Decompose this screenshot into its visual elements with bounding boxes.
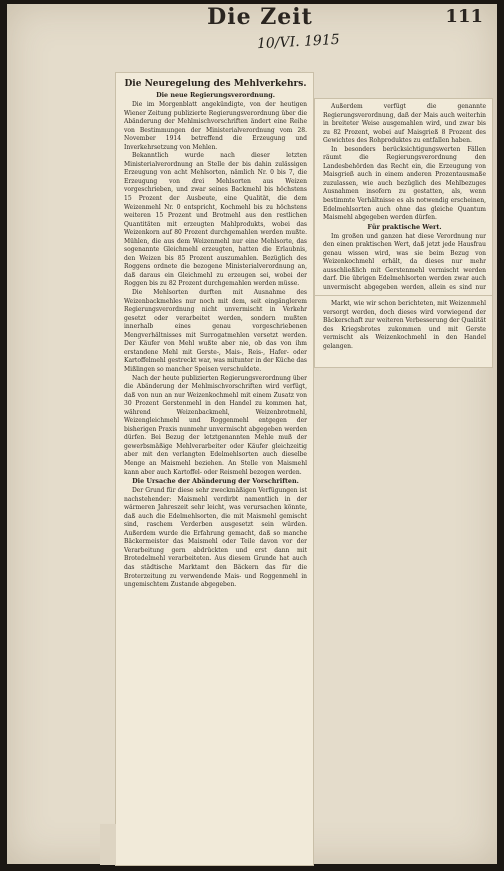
right-column-bottom [323,300,486,363]
clipping-right-bottom [315,296,492,367]
paper-strip [100,824,116,865]
paragraph: Markt, wie wir schon berichteten, mit Weizenmehl versorgt werden, doch dieses wird vorwiegend der Bäckerschaft zur weiteren Verbesserung der Qualität des Kriegsbrotes zukommen und mit Gerste vermischt als Weizenkochmehl in den Handel gelangen. [323,300,486,350]
clipping-right-top [315,99,492,296]
section-subhead: Für praktische Wert. [367,222,442,231]
paragraph: Im großen und ganzen hat diese Verordnung nur den einen praktischen Wert, daß jetzt jede Hausfrau genau wissen wird, was sie beim Bezug von Weizenkochmehl erhält, da dieses nur mehr ausschließlich mit Gerstenmehl vermischt werden darf. Die übrigen Edelmehlsorten werden zwar auch unvermischt abgegeben werden, allein es sind nur [323,232,486,291]
paragraph: Die im Morgenblatt angekündigte, von der heutigen Wiener Zeitung publizierte Regierungsverordnung über die Abänderung der Mehlmischvorschriften ändert eine Reihe von Bestimmungen der Ministerialverordnung vom 28. November 1914 betreffend die Erzeugung und Inverkehrsetzung von Mehlen. [124,101,307,151]
section-subhead: Die Ursache der Abänderung der Vorschriften. [132,477,299,486]
clipping-main [116,73,313,865]
article-headline: Die Neuregelung des Mehlverkehrs. [124,79,307,89]
main-column [124,79,307,861]
paragraph: Außerdem verfügt die genannte Regierungsverordnung, daß der Mais auch weiterhin in breiteter Weise ausgemahlen wird, und zwar bis zu 82 Prozent, wobei auf Maisgrieß 8 Prozent des Gewichtes des Rohproduktes zu entfallen haben. [323,103,486,145]
paragraph: Bekanntlich wurde nach dieser letzten Ministerialverordnung an Stelle der bis dahin zulässigen Erzeugung von acht Mehlsorten, nämlich Nr. 0 bis 7, die Erzeugung von drei Mehlsorten aus Weizen vorgeschrieben, und zwar seines Backmehl bis höchstens 15 Prozent der Ausbeute, eine Qualität, die dem Weizenmehl Nr. 0 entspricht, Kochmehl bis zu höchstens weiteren 15 Prozent und Brotmehl aus den restlichen Quantitäten mit erzeugten Mahlprodukts, wobei das Weizenkorn auf 80 Prozent durchgemahlen werden mußte. Mühlen, die aus dem Weizenmehl nur eine Mehlsorte, das sogenannte Gleichmehl erzeugten, hatten die Erlaubnis, den Weizen bis 85 Prozent auszumahlen. Bezüglich des Roggens ordnete die bezogene Ministerialverordnung an, daß daraus ein Gleichmehl zu erzeugen sei, wobei der Roggen bis zu 82 Prozent durchgemahlen werden müsse. [124,152,307,288]
page-number: 111 [445,6,483,27]
paragraph: In besonders berücksichtigungswerten Fällen räumt die Regierungsverordnung den Landesbehörden das Recht ein, die Erzeugung von Maisgrieß auch in einem anderen Prozentausmaße zuzulassen, wie auch bezüglich des Mehlbezuges Ausnahmen insofern zu gestatten, als, wenn bestimmte Verhältnisse es als notwendig erscheinen, Edelmehlsorten auch ohne das gleiche Quantum Maismehl abgegeben werden dürfen. [323,145,486,222]
masthead: Die Zeit [207,4,313,30]
article-subhead: Die neue Regierungsverordnung. [156,91,275,99]
archive-page [7,4,497,864]
right-column-top [323,103,486,292]
handwritten-date: 10/VI. 1915 [256,31,341,53]
paragraph: Die Mehlsorten durften mit Ausnahme des Weizenbackmehles nur noch mit dem, seit eingänglerem Regierungsverordnung nicht unvermischt in Verkehr gesetzt oder verarbeitet werden, sondern mußten innerhalb eines genau vorgeschriebenen Mengverhältnisses mit Surrogatmehlen versetzt werden. Der Käufer von Mehl wußte aber nie, ob das von ihm erstandene Mehl mit Gerste-, Mais-, Reis-, Hafer- oder Kartoffelmehl gestreckt war, was mitunter in der Küche das Mißlingen so mancher Speisen verschuldete. [124,289,307,373]
paragraph: Nach der heute publizierten Regierungsverordnung über die Abänderung der Mehlmischvorschriften wird verfügt, daß von nun an nur Weizenkochmehl mit einem Zusatz von 30 Prozent Gerstenmehl in den Handel zu kommen hat, während Weizenbackmehl, Weizenbrotmehl, Weizengleichmehl und Roggenmehl entgegen der bisherigen Praxis nunmehr unvermischt abgegeben werden dürfen. Bei Bezug der letztgenannten Mehle muß der gewerbsmäßige Mehlverarbeiter oder Käufer gleichzeitig aber mit den verlangten Edelmehlsorten auch dieselbe Menge an Maismehl beziehen. An Stelle von Maismehl kann aber auch Kartoffel- oder Reismehl bezogen werden. [124,374,307,476]
paragraph: Der Grund für diese sehr zweckmäßigen Verfügungen ist nachstehender: Maismehl verdirbt namentlich in der wärmeren Jahreszeit sehr leicht, was verursachen könnte, daß auch die Edelmehlsorten, die mit Maismehl gemischt sind, raschem Verderben ausgesetzt sein würden. Außerdem wurde die Erfahrung gemacht, daß so manche Bäckermeister das Maismehl oder Teile davon vor der Verarbeitung gern abdrückten und erst dann mit Brotedelmehl verarbeiteten. Aus diesem Grunde hat auch das städtische Marktamt den Bäckern das für die Broterzeitung zu verwendende Mais- und Roggenmehl in ungemischtem Zustande abgegeben. [124,487,307,589]
